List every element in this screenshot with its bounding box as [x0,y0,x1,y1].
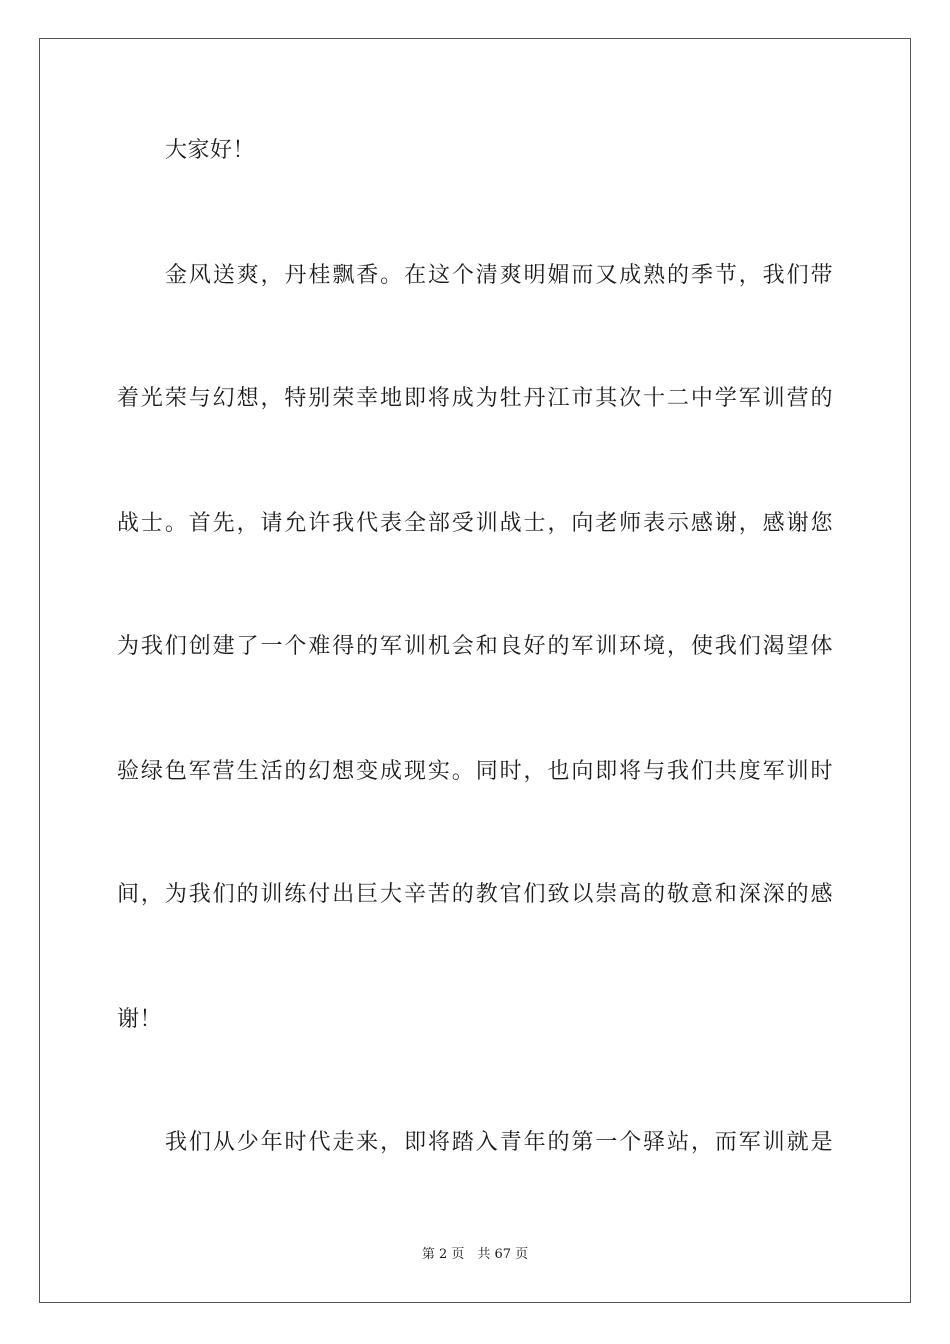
paragraph-line: 我们从少年时代走来，即将踏入青年的第一个驿站，而军训就是 [165,1130,833,1155]
paragraph-line: 间，为我们的训练付出巨大辛苦的教官们致以崇高的敬意和深深的感 [117,882,833,907]
page-border [39,38,911,1303]
paragraph-line: 着光荣与幻想，特别荣幸地即将成为牡丹江市其次十二中学军训营的 [117,386,833,411]
page-number-footer: 第 2 页 共 67 页 [421,1247,529,1262]
paragraph-line: 为我们创建了一个难得的军训机会和良好的军训环境，使我们渴望体 [117,634,833,659]
paragraph-line: 战士。首先，请允许我代表全部受训战士，向老师表示感谢，感谢您 [117,511,833,536]
paragraph-line: 金风送爽，丹桂飘香。在这个清爽明媚而又成熟的季节，我们带 [165,263,833,288]
paragraph-line: 谢！ [117,1007,163,1032]
paragraph-line-greeting: 大家好！ [165,138,256,163]
paragraph-line: 验绿色军营生活的幻想变成现实。同时，也向即将与我们共度军训时 [117,759,833,784]
